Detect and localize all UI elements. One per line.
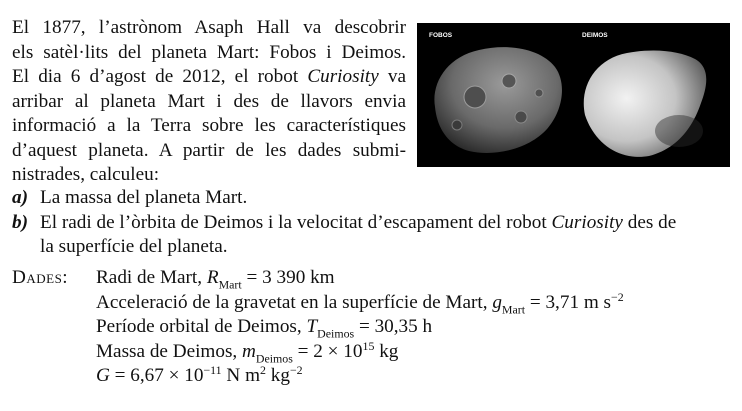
exponent: −2 bbox=[289, 362, 303, 377]
robot-name: Curiosity bbox=[307, 66, 379, 87]
subscript: Mart bbox=[218, 277, 242, 292]
intro-line bbox=[12, 65, 406, 90]
intro-line: nistrades, calculeu: bbox=[12, 164, 160, 185]
intro-line: d’aquest planeta. A partir de les dades submi- bbox=[12, 139, 406, 161]
question-text: des de bbox=[622, 211, 677, 233]
data-unit: kg bbox=[374, 340, 399, 362]
intro-line: els satèl·lits del planeta Mart: Fobos i Deimos. bbox=[12, 41, 406, 63]
deimos-label: DEIMOS bbox=[582, 32, 608, 39]
fobos-label: FOBOS bbox=[429, 32, 453, 39]
question-text: La massa del planeta Mart. bbox=[40, 187, 248, 208]
fobos-crater bbox=[515, 111, 527, 123]
question-b bbox=[12, 211, 732, 260]
data-row-gravity bbox=[96, 291, 624, 316]
data-rows bbox=[96, 266, 624, 389]
data-value: = 30,35 h bbox=[354, 316, 433, 337]
data-text: Radi de Mart, bbox=[96, 267, 207, 288]
symbol: T bbox=[306, 316, 318, 337]
fobos-crater bbox=[502, 74, 516, 88]
fobos-crater bbox=[452, 120, 462, 130]
data-unit: N m bbox=[221, 365, 260, 386]
symbol: g bbox=[492, 291, 502, 313]
moons-photo bbox=[417, 23, 730, 167]
robot-name: Curiosity bbox=[551, 211, 623, 233]
data-row-deimos-mass bbox=[96, 340, 624, 365]
exponent: −2 bbox=[611, 289, 624, 304]
question-text: la superfície del planeta. bbox=[40, 236, 228, 257]
subscript: Deimos bbox=[255, 350, 293, 365]
exponent: 2 bbox=[260, 362, 266, 377]
questions-list bbox=[12, 186, 732, 260]
data-value: = 3,71 m s bbox=[525, 291, 612, 313]
data-unit: kg bbox=[265, 365, 290, 386]
data-row-gravitational-constant bbox=[96, 364, 624, 389]
intro-text: va bbox=[378, 66, 406, 87]
fobos-crater bbox=[535, 89, 543, 97]
symbol: R bbox=[206, 267, 219, 288]
symbol: m bbox=[242, 340, 256, 362]
data-value: = 3 390 km bbox=[241, 267, 335, 288]
data-label: Dades: bbox=[12, 267, 69, 288]
question-letter: a) bbox=[12, 187, 28, 208]
intro-text: El dia 6 d’agost de 2012, el robot bbox=[12, 66, 308, 87]
intro-paragraph bbox=[12, 16, 406, 188]
exponent: −11 bbox=[203, 362, 222, 377]
data-row-mars-radius bbox=[96, 266, 624, 291]
intro-line: informació a la Terra sobre les característiques bbox=[12, 115, 406, 136]
deimos-shadow bbox=[655, 115, 703, 147]
data-text: Acceleració de la gravetat en la superfície de Mart, bbox=[96, 291, 493, 313]
question-letter: b) bbox=[12, 211, 28, 233]
intro-line: arribar al planeta Mart i des de llavors envia bbox=[12, 90, 406, 112]
data-value: = 2 × 10 bbox=[292, 340, 363, 362]
moons-illustration bbox=[417, 23, 730, 167]
question-text: El radi de l’òrbita de Deimos i la velocitat d’escapament del robot bbox=[40, 211, 552, 233]
data-row-deimos-period bbox=[96, 315, 624, 340]
question-a bbox=[12, 186, 732, 211]
subscript: Mart bbox=[501, 301, 526, 316]
data-text: Massa de Deimos, bbox=[96, 340, 243, 362]
data-text: Període orbital de Deimos, bbox=[96, 316, 307, 337]
symbol: G bbox=[96, 365, 110, 386]
intro-line: El 1877, l’astrònom Asaph Hall va descobrir bbox=[12, 17, 406, 38]
data-value: = 6,67 × 10 bbox=[109, 365, 204, 386]
fobos-crater bbox=[464, 86, 486, 108]
exponent: 15 bbox=[362, 338, 375, 353]
subscript: Deimos bbox=[317, 326, 355, 341]
